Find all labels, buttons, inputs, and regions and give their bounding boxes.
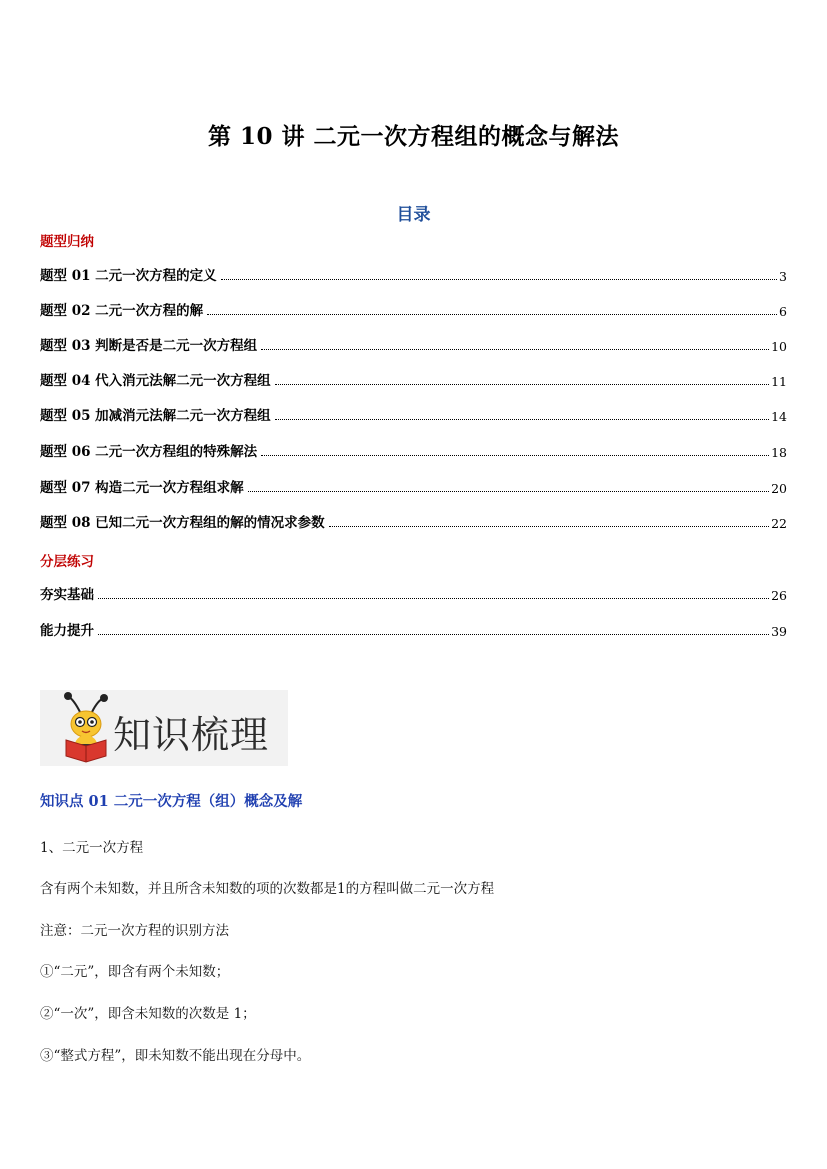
toc-entry-label: 题型 05 加减消元法解二元一次方程组	[40, 408, 271, 424]
toc-section-label-practice: 分层练习	[40, 554, 94, 570]
toc-entry-label: 题型 01 二元一次方程的定义	[40, 268, 217, 284]
body-line: 注意：二元一次方程的识别方法	[40, 923, 229, 939]
toc-entry-label: 题型 04 代入消元法解二元一次方程组	[40, 373, 271, 389]
toc-entry-page: 20	[771, 481, 787, 496]
toc-entry-page: 39	[771, 624, 787, 639]
toc-entry[interactable]	[40, 476, 787, 496]
body-line: ③“整式方程”，即未知数不能出现在分母中。	[40, 1048, 311, 1064]
toc-entry-page: 3	[779, 269, 787, 284]
toc-entry-label: 能力提升	[40, 623, 94, 639]
toc-entry-page: 18	[771, 445, 787, 460]
toc-dot-leader	[98, 597, 769, 599]
toc-entry[interactable]	[40, 511, 787, 531]
page-title: 第 10 讲 二元一次方程组的概念与解法	[207, 123, 620, 150]
toc-dot-leader	[98, 633, 769, 635]
toc-entry[interactable]	[40, 264, 787, 284]
toc-entry[interactable]	[40, 583, 787, 603]
toc-entry[interactable]	[40, 369, 787, 389]
toc-entry-page: 14	[771, 409, 787, 424]
toc-entry-label: 题型 08 已知二元一次方程组的解的情况求参数	[40, 515, 325, 531]
toc-entry[interactable]	[40, 619, 787, 639]
body-line: 含有两个未知数，并且所含未知数的项的次数都是1的方程叫做二元一次方程	[40, 881, 495, 897]
toc-dot-leader	[275, 418, 769, 420]
toc-dot-leader	[275, 383, 769, 385]
toc-dot-leader	[329, 525, 769, 527]
toc-entry-page: 6	[779, 304, 787, 319]
toc-entry-label: 题型 03 判断是否是二元一次方程组	[40, 338, 258, 354]
toc-entry-page: 10	[771, 339, 787, 354]
body-line: ①“二元”，即含有两个未知数；	[40, 964, 230, 980]
toc-dot-leader	[207, 313, 777, 315]
toc-entry-label: 题型 02 二元一次方程的解	[40, 303, 204, 319]
toc-dot-leader	[221, 278, 777, 280]
toc-entry[interactable]	[40, 440, 787, 460]
toc-entry-page: 11	[771, 374, 787, 389]
toc-entry[interactable]	[40, 404, 787, 424]
toc-section-label-types: 题型归纳	[40, 234, 94, 250]
body-line: 1、二元一次方程	[40, 840, 144, 856]
toc-dot-leader	[261, 454, 769, 456]
toc-entry[interactable]	[40, 334, 787, 354]
toc-entry-label: 题型 06 二元一次方程组的特殊解法	[40, 444, 258, 460]
toc-entry-page: 22	[771, 516, 787, 531]
toc-entry-label: 题型 07 构造二元一次方程组求解	[40, 480, 244, 496]
toc-dot-leader	[248, 490, 769, 492]
body-line: ②“一次”，即含未知数的次数是 1；	[40, 1006, 256, 1022]
knowledge-banner	[40, 690, 288, 766]
toc-heading: 目录	[396, 205, 431, 225]
toc-entry[interactable]	[40, 299, 787, 319]
toc-entry-page: 26	[771, 588, 787, 603]
banner-title: 知识梳理	[113, 713, 270, 757]
bee-reading-mascot-icon	[58, 690, 114, 766]
toc-dot-leader	[261, 348, 769, 350]
toc-entry-label: 夯实基础	[40, 587, 94, 603]
knowledge-point-title: 知识点 01 二元一次方程（组）概念及解	[40, 793, 303, 810]
